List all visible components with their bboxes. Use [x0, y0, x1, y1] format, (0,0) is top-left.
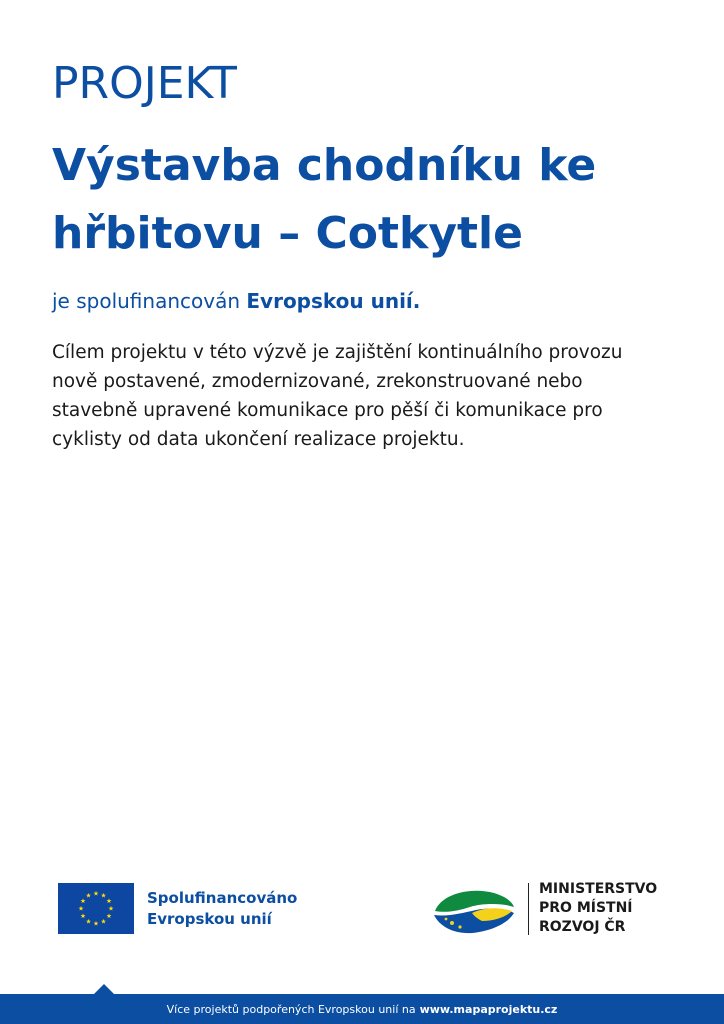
eu-flag-icon — [58, 883, 134, 934]
eu-logo-line2: Evropskou unií — [147, 909, 272, 928]
footer-text: Více projektů podpořených Evropskou unií na — [166, 1002, 416, 1016]
eu-star — [101, 919, 106, 924]
eu-star — [101, 893, 106, 898]
eu-star — [107, 913, 112, 918]
eu-star — [94, 891, 99, 896]
ministry-line3: ROZVOJ ČR — [539, 919, 626, 935]
eu-star — [79, 906, 84, 911]
ministry-logo-text — [539, 880, 657, 937]
cofinancing-statement — [52, 286, 420, 316]
cofinancing-bold: Evropskou unií. — [246, 289, 421, 313]
footer-bar — [0, 994, 724, 1024]
eu-star — [86, 919, 91, 924]
eu-logo-line1: Spolufinancováno — [147, 888, 298, 907]
eu-star — [81, 898, 86, 903]
cofinancing-prefix: je spolufinancován — [52, 289, 247, 313]
footer-link[interactable]: www.mapaprojektu.cz — [419, 1002, 558, 1016]
ministry-logo — [432, 880, 657, 937]
project-kicker: PROJEKT — [52, 58, 237, 109]
eu-star — [81, 913, 86, 918]
ministry-line1: MINISTERSTVO — [539, 881, 658, 897]
eu-logo-text — [147, 888, 297, 930]
ministry-logo-divider — [528, 883, 529, 935]
eu-star — [94, 921, 99, 926]
project-description: Cílem projektu v této výzvě je zajištění kontinuálního provozu nově postavené, zmodernizované, zrekonstruované nebo stavebně upravené komunikace pro pěší či komunikace pro cyklisty od data ukončení realizace projektu. — [52, 342, 623, 450]
project-title: Výstavba chodníku ke hřbitovu – Cotkytle — [52, 140, 597, 259]
eu-star — [107, 898, 112, 903]
eu-star — [109, 906, 114, 911]
mmr-emblem-icon — [432, 883, 516, 935]
eu-star — [86, 893, 91, 898]
eu-cofinancing-logo — [58, 883, 297, 934]
ministry-line2: PRO MÍSTNÍ — [539, 900, 633, 916]
